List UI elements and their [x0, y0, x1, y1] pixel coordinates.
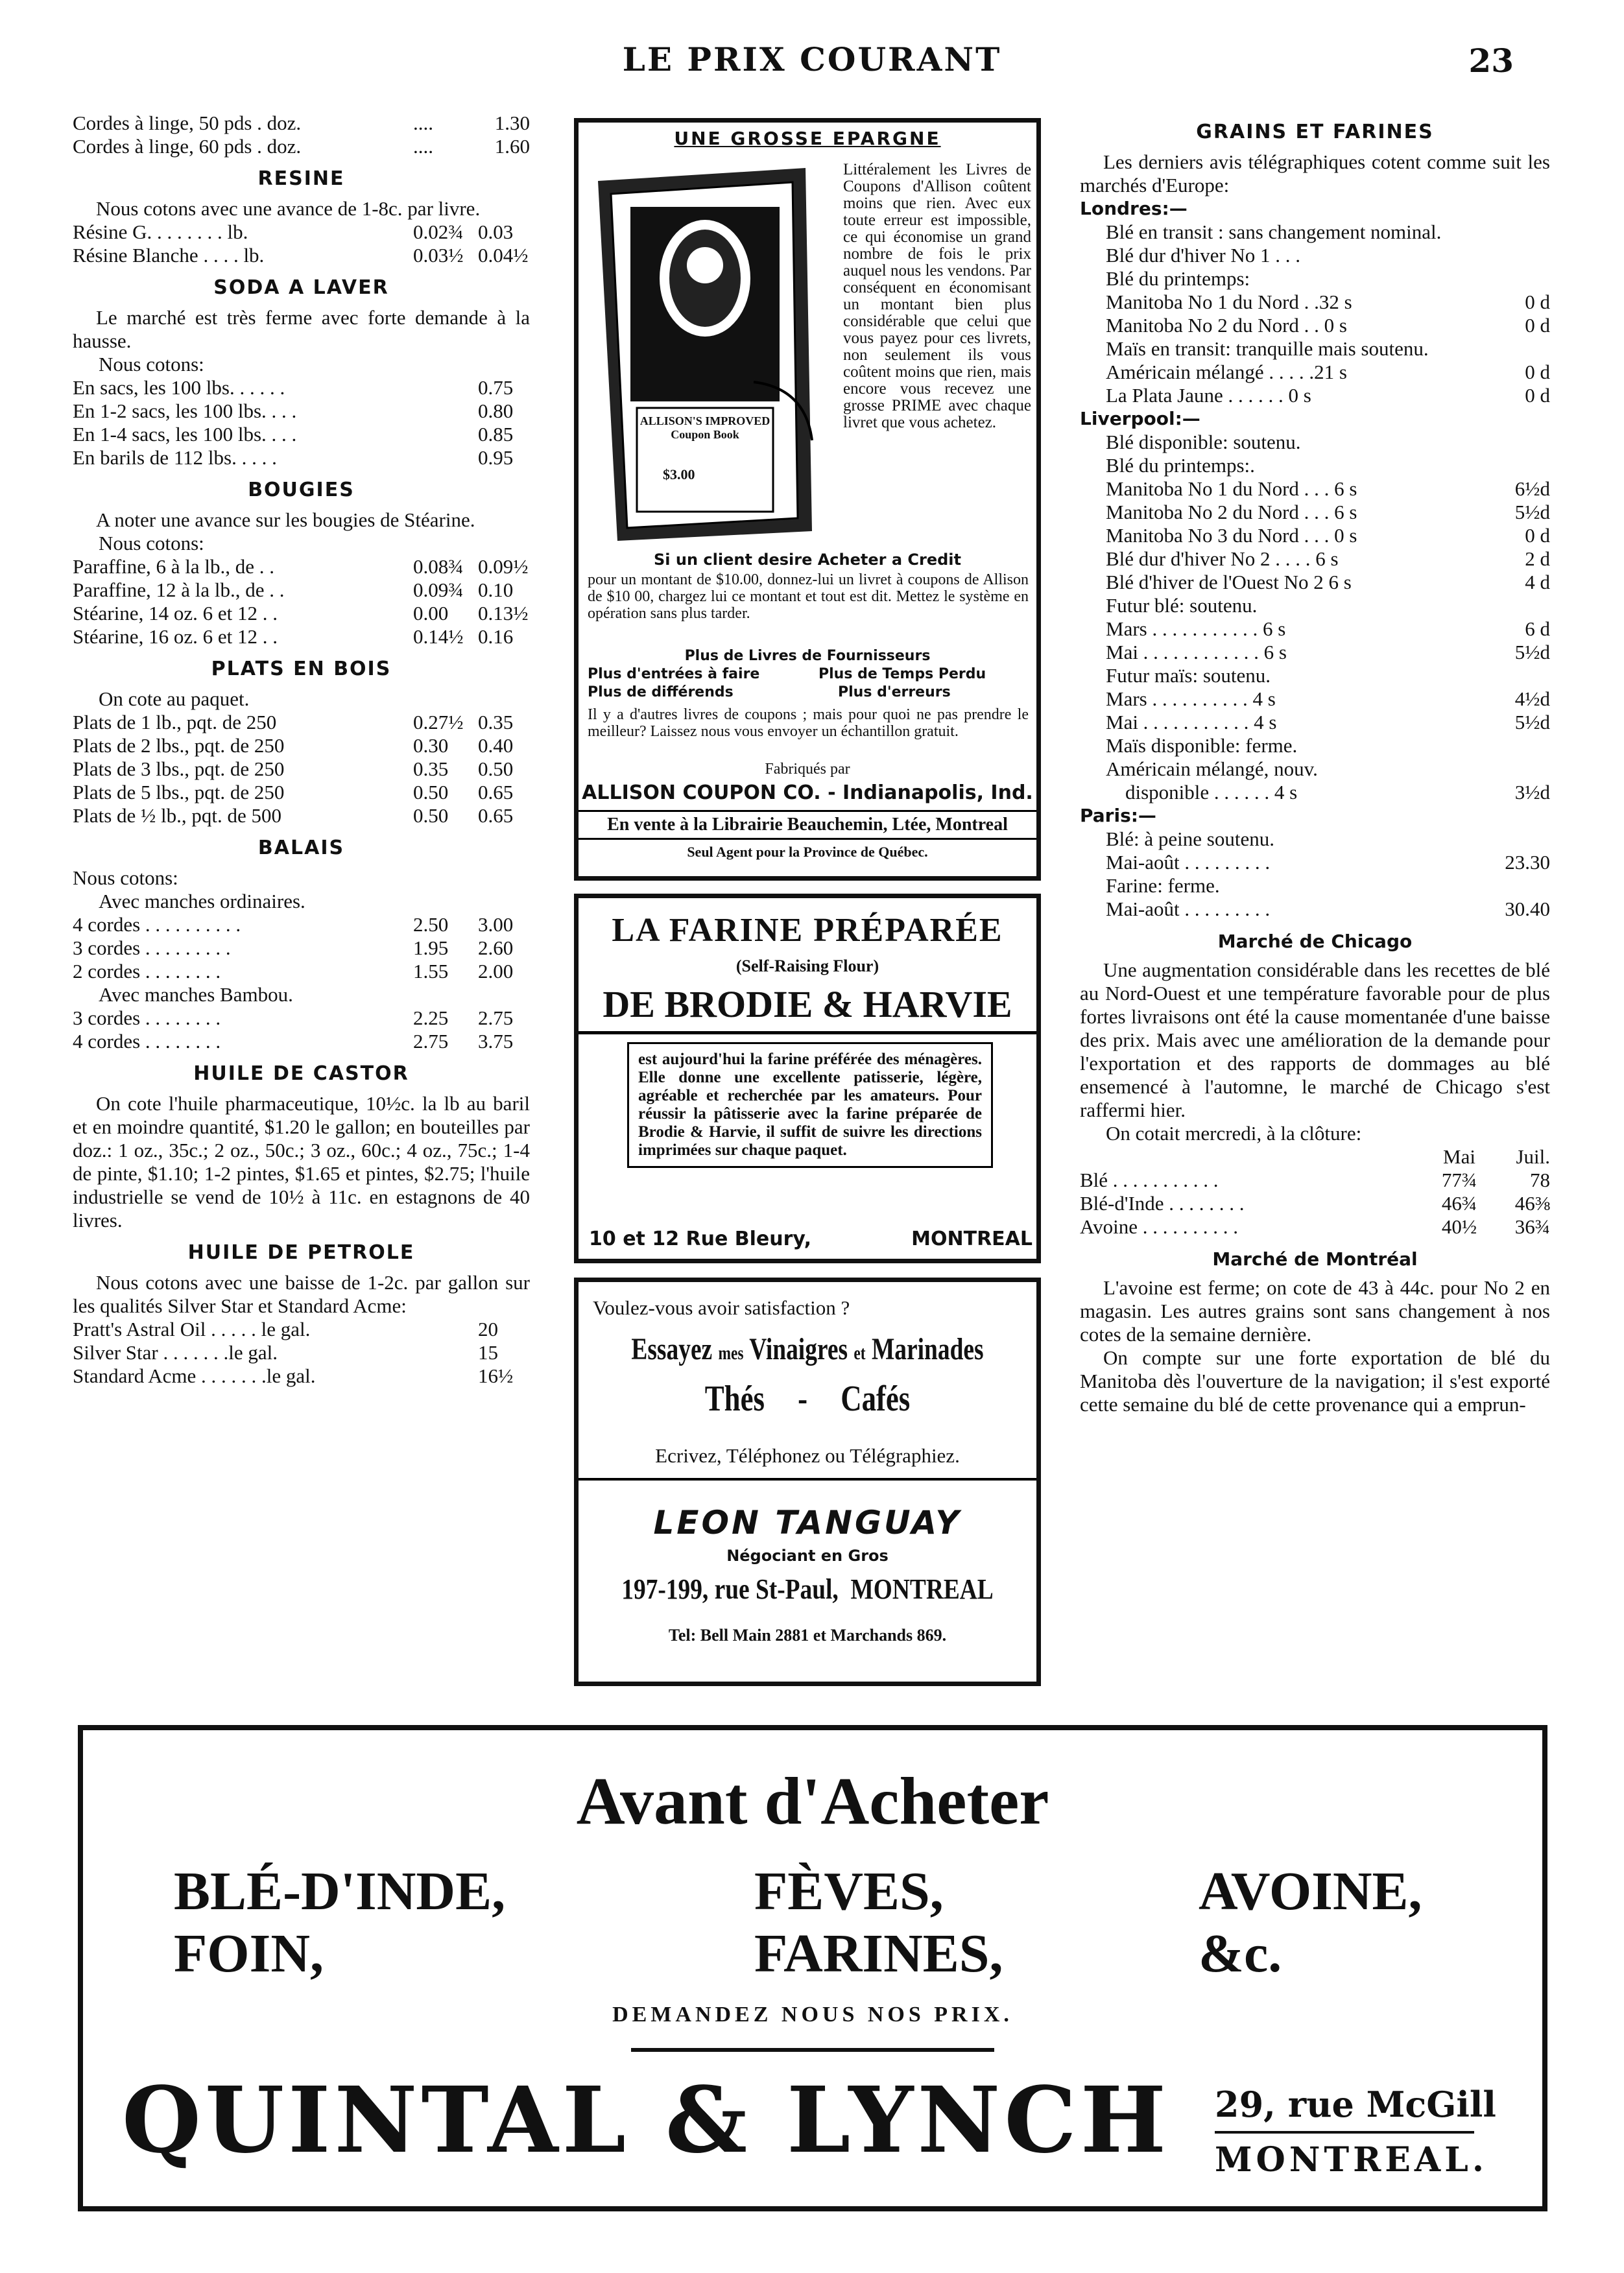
right-column	[1080, 121, 1550, 1416]
price-row: Blé d'hiver de l'Ouest No 2 6 s 4 d	[1106, 571, 1550, 593]
price-row: 2 cordes . . . . . . . . 1.55 2.00	[73, 960, 514, 982]
section-text: Le marché est très ferme avec forte demande à la hausse.	[73, 306, 530, 352]
market-line: Blé dur d'hiver No 1 . . .	[1106, 244, 1301, 267]
market-line: Blé: à peine soutenu.	[1106, 827, 1274, 850]
section-heading-balais: BALAIS	[257, 837, 345, 859]
section-subheading: Avec manches Bambou.	[99, 983, 293, 1006]
ad-quintal-demandez: DEMANDEZ NOUS NOS PRIX.	[612, 2003, 1013, 2027]
ad-tanguay-name: LEON TANGUAY	[653, 1504, 962, 1541]
ad-tanguay-role: Négociant en Gros	[726, 1547, 889, 1565]
price-row: Mars . . . . . . . . . . . 6 s 6 d	[1106, 617, 1550, 640]
ad-quintal-divider	[631, 2048, 994, 2052]
price-row: Mai-août . . . . . . . . . 23.30	[1106, 851, 1550, 874]
section-heading-grains: GRAINS ET FARINES	[1196, 121, 1434, 143]
price-row: Manitoba No 2 du Nord . . . 6 s 5½d	[1106, 501, 1550, 523]
ad-quintal-item: FARINES,	[754, 1923, 1003, 1984]
price-row: Stéarine, 16 oz. 6 et 12 . . 0.14½ 0.16	[73, 625, 514, 648]
price-row: Plats de 1 lb., pqt. de 250 0.27½ 0.35	[73, 711, 514, 733]
ad-quintal-lynch	[78, 1725, 1547, 2211]
price-row: En barils de 112 lbs. . . . . 0.95	[73, 446, 514, 469]
price-row: Manitoba No 3 du Nord . . . 0 s 0 d	[1106, 524, 1550, 547]
ad-brodie-body: est aujourd'hui la farine préférée des ménagères. Elle donne une excellente patisserie, légère, agréable et recherchée par les amateurs. Pour réussir la pâtisserie avec la farine préparée de Brodie & Harvie, il suffit de suivre les directions imprimées sur chaque paquet.	[627, 1042, 993, 1168]
section-heading-bougies: BOUGIES	[248, 479, 355, 501]
section-heading-resine: RESINE	[257, 167, 345, 190]
ad-allison-coupon	[574, 118, 1041, 881]
ad-quintal-item: &c.	[1199, 1923, 1282, 1984]
section-heading-castor: HUILE DE CASTOR	[193, 1062, 409, 1085]
market-line: Américain mélangé, nouv.	[1106, 757, 1318, 780]
ad-quintal-address: 29, rue McGill	[1215, 2084, 1496, 2125]
ad-leon-tanguay	[574, 1278, 1041, 1686]
section-text: Nous cotons avec une avance de 1-8c. par livre.	[96, 197, 481, 220]
price-row: 4 cordes . . . . . . . . . . 2.50 3.00	[73, 913, 514, 936]
ad-quintal-name: QUINTAL & LYNCH	[122, 2067, 1171, 2174]
price-row: Blé dur d'hiver No 2 . . . . 6 s 2 d	[1106, 547, 1550, 570]
section-text: Les derniers avis télégraphiques cotent comme suit les marchés d'Europe:	[1080, 150, 1550, 196]
price-row: Manitoba No 1 du Nord . . . 6 s 6½d	[1106, 477, 1550, 500]
ad-allison-credit-title: Si un client desire Acheter a Credit	[654, 551, 961, 569]
section-lead: Nous cotons:	[99, 353, 204, 375]
ad-tanguay-line3: Ecrivez, Téléphonez ou Télégraphiez.	[579, 1444, 1036, 1481]
price-row: Manitoba No 2 du Nord . . 0 s 0 d	[1106, 314, 1550, 337]
ad-brodie-harvie	[574, 894, 1041, 1263]
section-text: Nous cotons avec une baisse de 1-2c. par gallon sur les qualités Silver Star et Standard Acme:	[73, 1271, 530, 1317]
price-row: Plats de ½ lb., pqt. de 500 0.50 0.65	[73, 804, 514, 827]
market-line: Futur blé: soutenu.	[1106, 594, 1258, 617]
market-line: Maïs en transit: tranquille mais soutenu.	[1106, 337, 1429, 360]
coupon-book-label: ALLISON'S IMPROVED Coupon Book	[639, 414, 770, 441]
ad-allison-plus3b: Plus d'erreurs	[838, 684, 951, 700]
section-heading-soda: SODA A LAVER	[213, 276, 389, 299]
ad-allison-plus3a: Plus de différends	[588, 684, 734, 700]
price-row: Mars . . . . . . . . . . 4 s 4½d	[1106, 687, 1550, 710]
market-line: Blé du printemps:	[1106, 267, 1250, 290]
market-label-paris: Paris:—	[1080, 805, 1156, 826]
ad-allison-fab: Fabriqués par	[765, 761, 850, 778]
ad-allison-other: Il y a d'autres livres de coupons ; mais pour quoi ne pas prendre le meilleur? Laissez nous vous envoyer un échantillon gratuit.	[588, 706, 1029, 740]
page-number: 23	[1468, 42, 1514, 80]
section-heading-montreal: Marché de Montréal	[1212, 1248, 1418, 1270]
section-text: L'avoine est ferme; on cote de 43 à 44c. pour No 2 en magasin. Les autres grains sont sans changement à nos cotes de la semaine dernière.	[1080, 1276, 1550, 1346]
section-lead: On cote au paquet.	[99, 687, 250, 710]
page-header-title: LE PRIX COURANT	[622, 40, 1002, 78]
section-heading-petrole: HUILE DE PETROLE	[187, 1241, 415, 1264]
price-row: Avoine . . . . . . . . . . 40½ 36¾	[1080, 1215, 1550, 1238]
price-row: En sacs, les 100 lbs. . . . . . 0.75	[73, 376, 514, 399]
price-row: Résine Blanche . . . . lb. 0.03½ 0.04½	[73, 244, 529, 267]
price-row: 4 cordes . . . . . . . . 2.75 3.75	[73, 1030, 514, 1053]
price-row: Pratt's Astral Oil . . . . . le gal. 20	[73, 1318, 498, 1340]
price-row: Silver Star . . . . . . .le gal. 15	[73, 1341, 498, 1364]
price-row: Blé . . . . . . . . . . . 77¾ 78	[1080, 1169, 1550, 1191]
ad-quintal-item: AVOINE,	[1199, 1861, 1422, 1922]
ad-allison-plus1: Plus de Livres de Fournisseurs	[684, 648, 931, 664]
section-heading-chicago: Marché de Chicago	[1217, 931, 1413, 952]
price-row: Plats de 2 lbs., pqt. de 250 0.30 0.40	[73, 734, 514, 757]
price-row: disponible . . . . . . 4 s 3½d	[1125, 781, 1550, 803]
ad-brodie-line2: (Self-Raising Flour)	[735, 957, 879, 975]
section-text: Une augmentation considérable dans les recettes de blé au Nord-Ouest et une température favorable pour de plus fortes livraisons ont été la cause momentanée d'une baisse des prix. Mais avec une amélioration de la demande pour l'exportation et des rapports de dommages au blé ensemencé à l'automne, le marché de Chicago s'est raffermi hier.	[1080, 958, 1550, 1121]
price-row: Plats de 3 lbs., pqt. de 250 0.35 0.50	[73, 757, 514, 780]
market-label-liverpool: Liverpool:—	[1080, 408, 1200, 429]
price-row: 3 cordes . . . . . . . . . 1.95 2.60	[73, 936, 514, 959]
market-line: Blé en transit : sans changement nominal.	[1106, 220, 1442, 243]
price-row: Mai . . . . . . . . . . . 4 s 5½d	[1106, 711, 1550, 733]
price-row: En 1-4 sacs, les 100 lbs. . . . 0.85	[73, 423, 514, 446]
market-line: Futur maïs: soutenu.	[1106, 664, 1271, 687]
price-row: En 1-2 sacs, les 100 lbs. . . . 0.80	[73, 399, 514, 422]
section-heading-plats: PLATS EN BOIS	[211, 658, 392, 680]
ad-tanguay-address: 197-199, rue St-Paul, MONTREAL	[621, 1573, 994, 1605]
ad-brodie-address: 10 et 12 Rue Bleury,	[589, 1228, 812, 1250]
price-row: Américain mélangé . . . . .21 s 0 d	[1106, 361, 1550, 383]
ad-tanguay-tel: Tel: Bell Main 2881 et Marchands 869.	[668, 1626, 947, 1645]
ad-quintal-title: Avant d'Acheter	[576, 1764, 1049, 1839]
coupon-book-illustration	[591, 168, 831, 544]
ad-allison-credit-text: pour un montant de $10.00, donnez-lui un livret à coupons de Allison de $10 00, chargez lui ce montant et tout est dit. Mettez le système en opération sans plus tarder.	[588, 571, 1029, 622]
price-row: Mai . . . . . . . . . . . . 6 s 5½d	[1106, 641, 1550, 663]
section-text: On cote l'huile pharmaceutique, 10½c. la lb au baril et en moindre quantité, $1.20 le gallon; en bouteilles par doz.: 1 oz., 35c.; 2 oz., 50c.; 3 oz., 60c.; 4 oz., 75c.; 1-4 de pinte, $1.10; 1-2 pintes, $1.65 et pintes, $2.75; l'huile industrielle se vend de 10½ à 11c. en estagnons de 40 livres.	[73, 1092, 530, 1232]
market-line: Blé disponible: soutenu.	[1106, 431, 1301, 453]
price-row: Résine G. . . . . . . . lb. 0.02¾ 0.03	[73, 220, 514, 243]
left-column	[73, 112, 530, 1388]
price-row: Cordes à linge, 60 pds . doz. .... 1.60	[73, 135, 530, 158]
ad-brodie-line3: DE BRODIE & HARVIE	[579, 982, 1036, 1034]
price-row: La Plata Jaune . . . . . . 0 s 0 d	[1106, 384, 1550, 407]
price-row: Stéarine, 14 oz. 6 et 12 . . 0.00 0.13½	[73, 602, 529, 625]
section-lead: Nous cotons:	[73, 866, 178, 889]
ad-allison-company: ALLISON COUPON CO. - Indianapolis, Ind.	[582, 781, 1033, 804]
ad-quintal-item: BLÉ-D'INDE,	[174, 1861, 506, 1922]
ad-allison-vente: En vente à la Librairie Beauchemin, Ltée, Montreal	[579, 810, 1036, 840]
price-row: Blé-d'Inde . . . . . . . . 46¾ 46⅜	[1080, 1192, 1550, 1215]
price-row: Plats de 5 lbs., pqt. de 250 0.50 0.65	[73, 781, 514, 803]
market-line: Blé du printemps:.	[1106, 454, 1255, 477]
price-row: Paraffine, 12 à la lb., de . . 0.09¾ 0.10	[73, 578, 514, 601]
ad-allison-plus2a: Plus d'entrées à faire	[588, 666, 760, 682]
ad-allison-agent: Seul Agent pour la Province de Québec.	[687, 844, 928, 860]
ad-brodie-city: MONTREAL	[911, 1228, 1033, 1250]
section-lead: On cotait mercredi, à la clôture:	[1106, 1122, 1362, 1145]
ad-quintal-item: FOIN,	[174, 1923, 324, 1984]
ad-quintal-city: MONTREAL.	[1215, 2140, 1488, 2180]
ad-allison-title: UNE GROSSE EPARGNE	[674, 128, 941, 149]
table-header-row: Mai Juil.	[1443, 1145, 1550, 1168]
price-row: Standard Acme . . . . . . .le gal. 16½	[73, 1364, 514, 1387]
coupon-book-amount: $3.00	[663, 466, 695, 482]
ad-brodie-line1: LA FARINE PRÉPARÉE	[612, 912, 1003, 949]
section-text: A noter une avance sur les bougies de Stéarine.	[96, 508, 475, 531]
market-line: Maïs disponible: ferme.	[1106, 734, 1298, 757]
market-line: Farine: ferme.	[1106, 874, 1220, 897]
ad-tanguay-line2: Thés - Cafés	[704, 1379, 911, 1419]
price-row: Paraffine, 6 à la lb., de . . 0.08¾ 0.09½	[73, 555, 529, 578]
price-row: Cordes à linge, 50 pds . doz. .... 1.30	[73, 112, 530, 134]
ad-tanguay-question: Voulez-vous avoir satisfaction ?	[593, 1296, 850, 1319]
section-lead: Nous cotons:	[99, 532, 204, 554]
price-row: Mai-août . . . . . . . . . 30.40	[1106, 898, 1550, 920]
section-text: On compte sur une forte exportation de blé du Manitoba dès l'ouverture de la navigation; il s'est exporté cette semaine du blé de cette provenance qui a emprun-	[1080, 1346, 1550, 1416]
market-label-londres: Londres:—	[1080, 198, 1188, 219]
ad-quintal-item: FÈVES,	[754, 1861, 944, 1922]
section-subheading: Avec manches ordinaires.	[99, 890, 305, 912]
ad-allison-body: Littéralement les Livres de Coupons d'Allison coûtent moins que rien. Avec eux toute erreur est impossible, ce qui économise un grand nombre de fois le prix auquel nous les vendons. Par conséquent en économisant un montant bien plus considérable que celui que vous payez pour ces livrets, non seulement ils vous coûtent moins que rien, mais encore vous recevez une grosse PRIME avec chaque livret que vous achetez.	[843, 161, 1031, 431]
price-row: 3 cordes . . . . . . . . 2.25 2.75	[73, 1006, 514, 1029]
ad-allison-plus2b: Plus de Temps Perdu	[818, 666, 986, 682]
ad-tanguay-line1: Essayez mes Vinaigres et Marinades	[631, 1332, 984, 1366]
ad-quintal-divider-small	[1215, 2131, 1474, 2134]
price-row: Manitoba No 1 du Nord . .32 s 0 d	[1106, 291, 1550, 313]
